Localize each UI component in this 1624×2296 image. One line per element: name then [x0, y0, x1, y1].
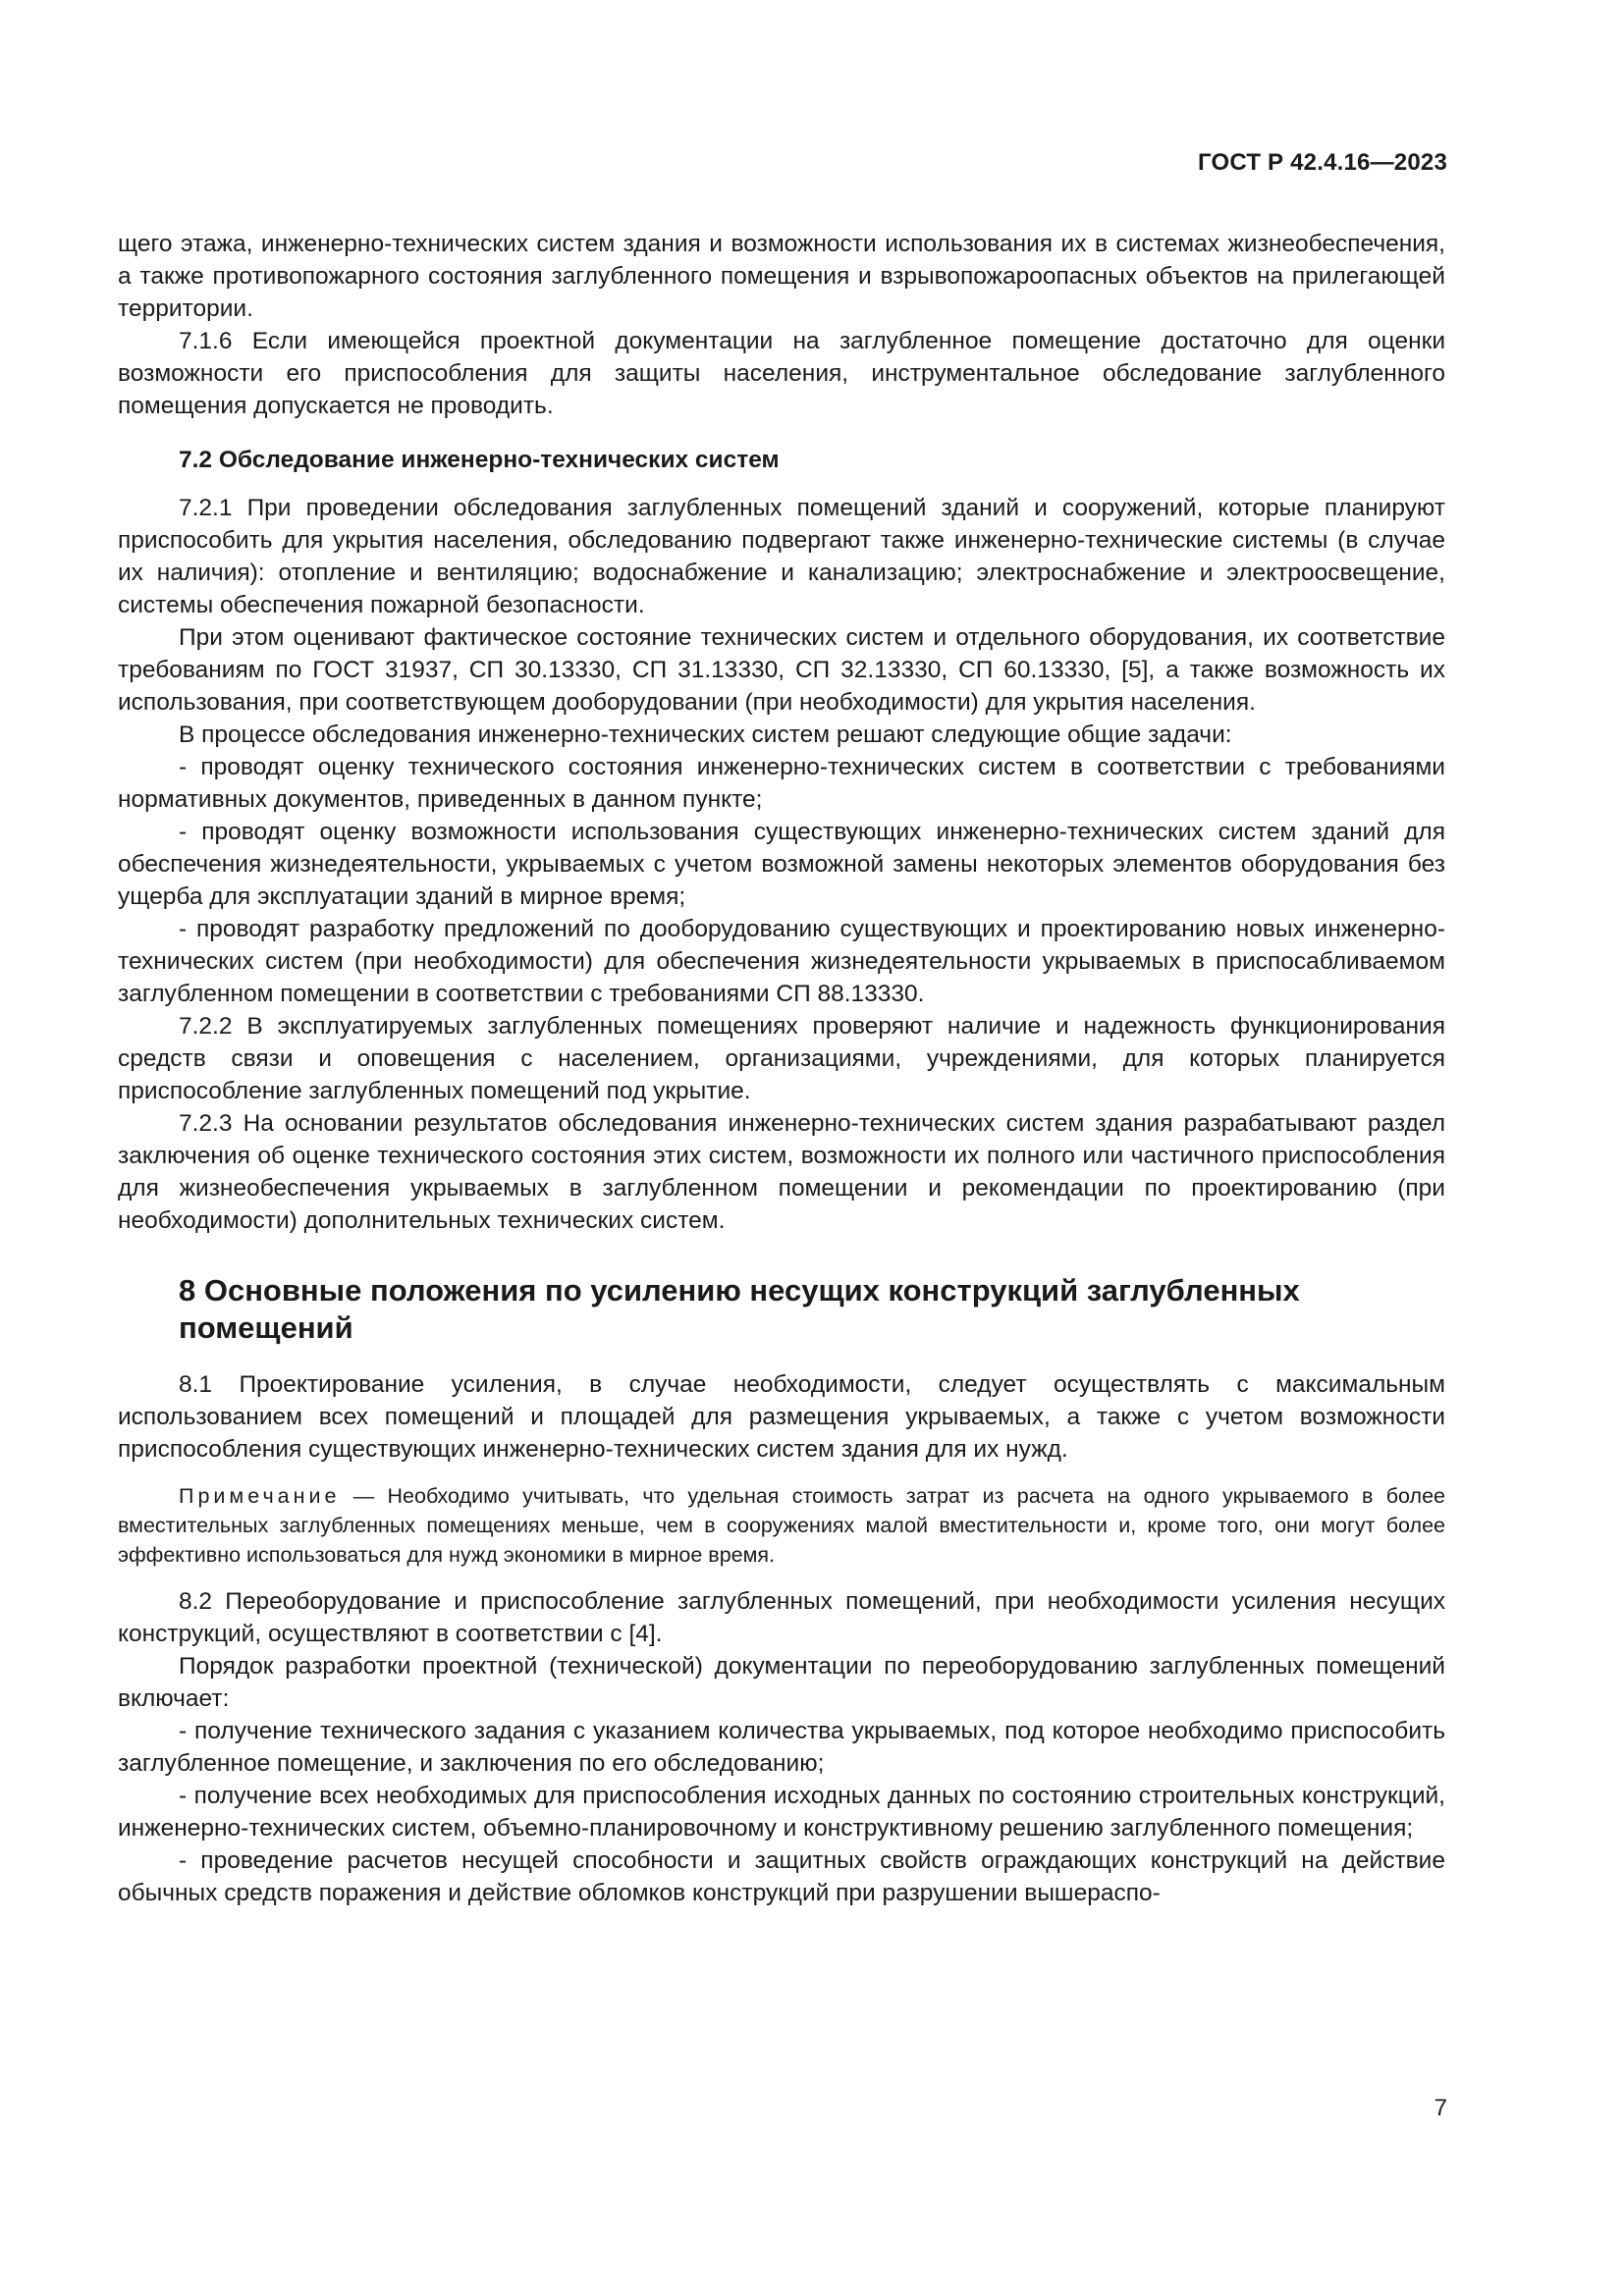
- step-item: - получение всех необходимых для приспособления исходных данных по состоянию строительных конструкций, инженерно-технических систем, объемно-планировочному и конструктивному решению заглубленного помещения;: [118, 1783, 1445, 1842]
- section-heading-8: 8 Основные положения по усилению несущих конструкций заглубленных помещений: [179, 1273, 1300, 1345]
- task-item: - проводят оценку возможности использования существующих инженерно-технических систем зданий для обеспечения жизнедеятельности, укрываемых с учетом возможной замены некоторых элементов оборудования без ущерба для эксплуатации зданий в мирное время;: [118, 819, 1445, 910]
- note-text: — Необходимо учитывать, что удельная стоимость затрат из расчета на одного укрываемого в более вместительных заглубленных помещениях меньше, чем в сооружениях малой вместительности и, кроме того, они могут более эффективно использоваться для нужд экономики в мирное время.: [118, 1484, 1445, 1567]
- step-item: - получение технического задания с указанием количества укрываемых, под которое необходимо приспособить заглубленное помещение, и заключения по его обследованию;: [118, 1718, 1445, 1777]
- step-item: - проведение расчетов несущей способности и защитных свойств ограждающих конструкций на действие обычных средств поражения и действие обломков конструкций при разрушении вышераспо-: [118, 1847, 1445, 1906]
- task-item: - проводят оценку технического состояния инженерно-технических систем в соответствии с требованиями нормативных документов, приведенных в данном пункте;: [118, 754, 1445, 813]
- paragraph-7-1-6: 7.1.6 Если имеющейся проектной документации на заглубленное помещение достаточно для оценки возможности его приспособления для защиты населения, инструментальное обследование заглубленного помещения допускается не проводить.: [118, 328, 1445, 419]
- page-number: 7: [1434, 2095, 1447, 2121]
- paragraph-8-2: 8.2 Переоборудование и приспособление заглубленных помещений, при необходимости усиления несущих конструкций, осуществляют в соответствии с [4].: [118, 1588, 1445, 1647]
- task-item: - проводят разработку предложений по дооборудованию существующих и проектированию новых инженерно-технических систем (при необходимости) для обеспечения жизнедеятельности укрываемых в приспосабливаемом заглубленном помещении в соответствии с требованиями СП 88.13330.: [118, 916, 1445, 1007]
- paragraph-7-2-2: 7.2.2 В эксплуатируемых заглубленных помещениях проверяют наличие и надежность функционирования средств связи и оповещения с населением, организациями, учреждениями, для которых планируется приспособление заглубленных помещений под укрытие.: [118, 1013, 1445, 1104]
- paragraph-7-2-3: 7.2.3 На основании результатов обследования инженерно-технических систем здания разрабатывают раздел заключения об оценке технического состояния этих систем, возможности их полного или частичного приспособления для жизнеобеспечения укрываемых в заглубленном помещении и рекомендации по проектированию (при необходимости) дополнительных технических систем.: [118, 1110, 1445, 1234]
- paragraph-7-2-1: 7.2.1 При проведении обследования заглубленных помещений зданий и сооружений, которые планируют приспособить для укрытия населения, обследованию подвергают также инженерно-технические системы (в случае их наличия): отопление и вентиляцию; водоснабжение и канализацию; электроснабжение и электроосвещение, системы обеспечения пожарной безопасности.: [118, 495, 1445, 618]
- paragraph-8-1: 8.1 Проектирование усиления, в случае необходимости, следует осуществлять с максимальным использованием всех помещений и площадей для размещения укрываемых, а также с учетом возможности приспособления существующих инженерно-технических систем здания для их нужд.: [118, 1371, 1445, 1463]
- continuation-paragraph: щего этажа, инженерно-технических систем здания и возможности использования их в системах жизнеобеспечения, а также противопожарного состояния заглубленного помещения и взрывопожароопасных объектов на прилегающей территории.: [118, 231, 1445, 322]
- document-body: [118, 228, 1445, 1909]
- paragraph-8-2-procedure: Порядок разработки проектной (технической) документации по переоборудованию заглубленных помещений включает:: [118, 1653, 1445, 1712]
- paragraph-7-2-1-tasks-intro: В процессе обследования инженерно-технических систем решают следующие общие задачи:: [179, 721, 1232, 748]
- subsection-heading-7-2: 7.2 Обследование инженерно-технических систем: [179, 447, 780, 473]
- note-label: Примечание: [179, 1484, 341, 1508]
- note-block: [118, 1481, 1445, 1570]
- document-code-header: ГОСТ Р 42.4.16—2023: [1198, 149, 1447, 176]
- paragraph-7-2-1-requirements: При этом оценивают фактическое состояние технических систем и отдельного оборудования, их соответствие требованиям по ГОСТ 31937, СП 30.13330, СП 31.13330, СП 32.13330, СП 60.13330, [5], а также возможность их использования, при соответствующем дооборудовании (при необходимости) для укрытия населения.: [118, 624, 1445, 716]
